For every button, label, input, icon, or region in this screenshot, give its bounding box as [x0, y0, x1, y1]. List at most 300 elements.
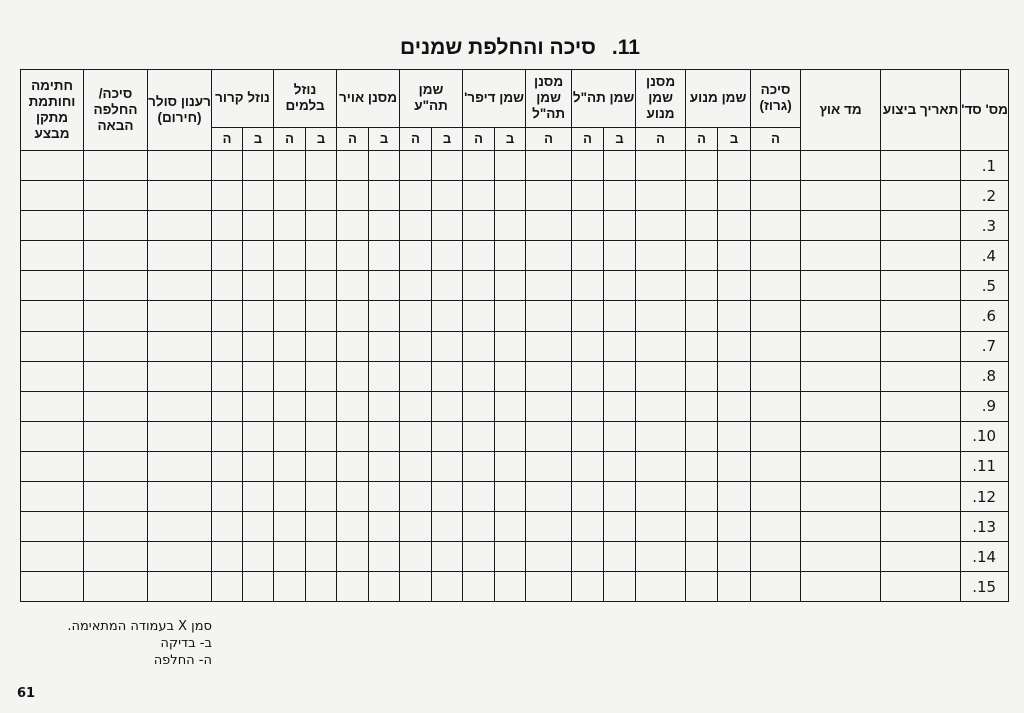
- entry-cell[interactable]: [463, 482, 495, 512]
- entry-cell[interactable]: [572, 301, 604, 331]
- entry-cell[interactable]: [718, 512, 751, 542]
- entry-cell[interactable]: [572, 421, 604, 451]
- entry-cell[interactable]: [686, 391, 718, 421]
- entry-cell[interactable]: [526, 211, 572, 241]
- entry-cell[interactable]: [337, 241, 369, 271]
- entry-cell[interactable]: [881, 451, 961, 481]
- entry-cell[interactable]: [243, 271, 274, 301]
- entry-cell[interactable]: [212, 421, 243, 451]
- entry-cell[interactable]: [526, 482, 572, 512]
- entry-cell[interactable]: [337, 421, 369, 451]
- entry-cell[interactable]: [306, 572, 337, 602]
- entry-cell[interactable]: [718, 271, 751, 301]
- entry-cell[interactable]: [432, 421, 463, 451]
- entry-cell[interactable]: [84, 331, 148, 361]
- entry-cell[interactable]: [306, 391, 337, 421]
- entry-cell[interactable]: [686, 241, 718, 271]
- entry-cell[interactable]: [274, 512, 306, 542]
- entry-cell[interactable]: [337, 391, 369, 421]
- entry-cell[interactable]: [148, 301, 212, 331]
- entry-cell[interactable]: [636, 301, 686, 331]
- entry-cell[interactable]: [604, 451, 636, 481]
- entry-cell[interactable]: [306, 181, 337, 211]
- entry-cell[interactable]: [636, 181, 686, 211]
- entry-cell[interactable]: [274, 241, 306, 271]
- entry-cell[interactable]: [148, 542, 212, 572]
- entry-cell[interactable]: [801, 482, 881, 512]
- entry-cell[interactable]: [212, 151, 243, 181]
- entry-cell[interactable]: [21, 542, 84, 572]
- entry-cell[interactable]: [636, 542, 686, 572]
- entry-cell[interactable]: [604, 331, 636, 361]
- entry-cell[interactable]: [369, 361, 400, 391]
- entry-cell[interactable]: [84, 271, 148, 301]
- entry-cell[interactable]: [306, 512, 337, 542]
- entry-cell[interactable]: [881, 391, 961, 421]
- entry-cell[interactable]: [84, 301, 148, 331]
- entry-cell[interactable]: [148, 451, 212, 481]
- entry-cell[interactable]: [686, 451, 718, 481]
- entry-cell[interactable]: [636, 421, 686, 451]
- entry-cell[interactable]: [526, 181, 572, 211]
- entry-cell[interactable]: [495, 181, 526, 211]
- entry-cell[interactable]: [718, 301, 751, 331]
- entry-cell[interactable]: [526, 542, 572, 572]
- entry-cell[interactable]: [686, 301, 718, 331]
- entry-cell[interactable]: [21, 421, 84, 451]
- entry-cell[interactable]: [84, 542, 148, 572]
- entry-cell[interactable]: [636, 391, 686, 421]
- entry-cell[interactable]: [686, 512, 718, 542]
- entry-cell[interactable]: [751, 451, 801, 481]
- entry-cell[interactable]: [274, 181, 306, 211]
- entry-cell[interactable]: [21, 361, 84, 391]
- entry-cell[interactable]: [636, 512, 686, 542]
- entry-cell[interactable]: [572, 512, 604, 542]
- entry-cell[interactable]: [432, 482, 463, 512]
- entry-cell[interactable]: [572, 241, 604, 271]
- entry-cell[interactable]: [463, 271, 495, 301]
- entry-cell[interactable]: [243, 181, 274, 211]
- entry-cell[interactable]: [21, 572, 84, 602]
- entry-cell[interactable]: [636, 241, 686, 271]
- entry-cell[interactable]: [369, 271, 400, 301]
- entry-cell[interactable]: [686, 482, 718, 512]
- entry-cell[interactable]: [243, 421, 274, 451]
- entry-cell[interactable]: [526, 151, 572, 181]
- entry-cell[interactable]: [400, 421, 432, 451]
- entry-cell[interactable]: [801, 391, 881, 421]
- entry-cell[interactable]: [801, 451, 881, 481]
- entry-cell[interactable]: [636, 271, 686, 301]
- entry-cell[interactable]: [463, 421, 495, 451]
- entry-cell[interactable]: [604, 512, 636, 542]
- entry-cell[interactable]: [881, 542, 961, 572]
- entry-cell[interactable]: [718, 391, 751, 421]
- entry-cell[interactable]: [432, 361, 463, 391]
- entry-cell[interactable]: [21, 512, 84, 542]
- entry-cell[interactable]: [604, 482, 636, 512]
- entry-cell[interactable]: [801, 421, 881, 451]
- entry-cell[interactable]: [718, 572, 751, 602]
- entry-cell[interactable]: [400, 301, 432, 331]
- entry-cell[interactable]: [881, 512, 961, 542]
- entry-cell[interactable]: [572, 181, 604, 211]
- entry-cell[interactable]: [526, 241, 572, 271]
- entry-cell[interactable]: [751, 542, 801, 572]
- entry-cell[interactable]: [881, 151, 961, 181]
- entry-cell[interactable]: [369, 391, 400, 421]
- entry-cell[interactable]: [274, 361, 306, 391]
- entry-cell[interactable]: [369, 301, 400, 331]
- entry-cell[interactable]: [718, 181, 751, 211]
- entry-cell[interactable]: [751, 151, 801, 181]
- entry-cell[interactable]: [84, 361, 148, 391]
- entry-cell[interactable]: [686, 331, 718, 361]
- entry-cell[interactable]: [212, 391, 243, 421]
- entry-cell[interactable]: [463, 181, 495, 211]
- entry-cell[interactable]: [337, 181, 369, 211]
- entry-cell[interactable]: [572, 451, 604, 481]
- entry-cell[interactable]: [801, 512, 881, 542]
- entry-cell[interactable]: [432, 211, 463, 241]
- entry-cell[interactable]: [212, 181, 243, 211]
- entry-cell[interactable]: [306, 421, 337, 451]
- entry-cell[interactable]: [148, 241, 212, 271]
- entry-cell[interactable]: [243, 241, 274, 271]
- entry-cell[interactable]: [526, 451, 572, 481]
- entry-cell[interactable]: [306, 301, 337, 331]
- entry-cell[interactable]: [751, 181, 801, 211]
- entry-cell[interactable]: [751, 512, 801, 542]
- entry-cell[interactable]: [337, 361, 369, 391]
- entry-cell[interactable]: [751, 331, 801, 361]
- entry-cell[interactable]: [718, 151, 751, 181]
- entry-cell[interactable]: [495, 451, 526, 481]
- entry-cell[interactable]: [432, 301, 463, 331]
- entry-cell[interactable]: [400, 572, 432, 602]
- entry-cell[interactable]: [400, 211, 432, 241]
- entry-cell[interactable]: [84, 181, 148, 211]
- entry-cell[interactable]: [751, 391, 801, 421]
- entry-cell[interactable]: [432, 151, 463, 181]
- entry-cell[interactable]: [274, 421, 306, 451]
- entry-cell[interactable]: [432, 271, 463, 301]
- entry-cell[interactable]: [636, 451, 686, 481]
- entry-cell[interactable]: [21, 391, 84, 421]
- entry-cell[interactable]: [369, 331, 400, 361]
- entry-cell[interactable]: [400, 331, 432, 361]
- entry-cell[interactable]: [463, 211, 495, 241]
- entry-cell[interactable]: [84, 512, 148, 542]
- entry-cell[interactable]: [604, 151, 636, 181]
- entry-cell[interactable]: [148, 391, 212, 421]
- entry-cell[interactable]: [526, 391, 572, 421]
- entry-cell[interactable]: [84, 391, 148, 421]
- entry-cell[interactable]: [495, 151, 526, 181]
- entry-cell[interactable]: [337, 451, 369, 481]
- entry-cell[interactable]: [572, 151, 604, 181]
- entry-cell[interactable]: [148, 482, 212, 512]
- entry-cell[interactable]: [337, 301, 369, 331]
- entry-cell[interactable]: [432, 181, 463, 211]
- entry-cell[interactable]: [604, 391, 636, 421]
- entry-cell[interactable]: [495, 211, 526, 241]
- entry-cell[interactable]: [686, 271, 718, 301]
- entry-cell[interactable]: [463, 331, 495, 361]
- entry-cell[interactable]: [306, 241, 337, 271]
- entry-cell[interactable]: [21, 331, 84, 361]
- entry-cell[interactable]: [881, 421, 961, 451]
- entry-cell[interactable]: [572, 361, 604, 391]
- entry-cell[interactable]: [463, 391, 495, 421]
- entry-cell[interactable]: [243, 572, 274, 602]
- entry-cell[interactable]: [686, 151, 718, 181]
- entry-cell[interactable]: [212, 241, 243, 271]
- entry-cell[interactable]: [572, 572, 604, 602]
- entry-cell[interactable]: [243, 211, 274, 241]
- entry-cell[interactable]: [243, 512, 274, 542]
- entry-cell[interactable]: [604, 542, 636, 572]
- entry-cell[interactable]: [495, 512, 526, 542]
- entry-cell[interactable]: [686, 572, 718, 602]
- entry-cell[interactable]: [751, 241, 801, 271]
- entry-cell[interactable]: [604, 301, 636, 331]
- entry-cell[interactable]: [495, 421, 526, 451]
- entry-cell[interactable]: [495, 361, 526, 391]
- entry-cell[interactable]: [306, 151, 337, 181]
- entry-cell[interactable]: [686, 542, 718, 572]
- entry-cell[interactable]: [572, 391, 604, 421]
- entry-cell[interactable]: [526, 331, 572, 361]
- entry-cell[interactable]: [212, 572, 243, 602]
- entry-cell[interactable]: [369, 512, 400, 542]
- entry-cell[interactable]: [572, 211, 604, 241]
- entry-cell[interactable]: [337, 512, 369, 542]
- entry-cell[interactable]: [495, 482, 526, 512]
- entry-cell[interactable]: [274, 451, 306, 481]
- entry-cell[interactable]: [337, 151, 369, 181]
- entry-cell[interactable]: [801, 151, 881, 181]
- entry-cell[interactable]: [337, 331, 369, 361]
- entry-cell[interactable]: [400, 361, 432, 391]
- entry-cell[interactable]: [718, 331, 751, 361]
- entry-cell[interactable]: [718, 542, 751, 572]
- entry-cell[interactable]: [718, 421, 751, 451]
- entry-cell[interactable]: [495, 391, 526, 421]
- entry-cell[interactable]: [274, 271, 306, 301]
- entry-cell[interactable]: [526, 572, 572, 602]
- entry-cell[interactable]: [243, 482, 274, 512]
- entry-cell[interactable]: [148, 151, 212, 181]
- entry-cell[interactable]: [337, 572, 369, 602]
- entry-cell[interactable]: [463, 151, 495, 181]
- entry-cell[interactable]: [751, 361, 801, 391]
- entry-cell[interactable]: [604, 211, 636, 241]
- entry-cell[interactable]: [572, 331, 604, 361]
- entry-cell[interactable]: [718, 451, 751, 481]
- entry-cell[interactable]: [718, 361, 751, 391]
- entry-cell[interactable]: [751, 482, 801, 512]
- entry-cell[interactable]: [212, 512, 243, 542]
- entry-cell[interactable]: [751, 271, 801, 301]
- entry-cell[interactable]: [84, 572, 148, 602]
- entry-cell[interactable]: [432, 331, 463, 361]
- entry-cell[interactable]: [21, 211, 84, 241]
- entry-cell[interactable]: [243, 361, 274, 391]
- entry-cell[interactable]: [463, 451, 495, 481]
- entry-cell[interactable]: [801, 211, 881, 241]
- entry-cell[interactable]: [274, 331, 306, 361]
- entry-cell[interactable]: [751, 421, 801, 451]
- entry-cell[interactable]: [801, 271, 881, 301]
- entry-cell[interactable]: [801, 542, 881, 572]
- entry-cell[interactable]: [604, 181, 636, 211]
- entry-cell[interactable]: [636, 572, 686, 602]
- entry-cell[interactable]: [369, 211, 400, 241]
- entry-cell[interactable]: [243, 301, 274, 331]
- entry-cell[interactable]: [604, 361, 636, 391]
- entry-cell[interactable]: [604, 421, 636, 451]
- entry-cell[interactable]: [84, 451, 148, 481]
- entry-cell[interactable]: [148, 331, 212, 361]
- entry-cell[interactable]: [526, 301, 572, 331]
- entry-cell[interactable]: [495, 241, 526, 271]
- entry-cell[interactable]: [337, 542, 369, 572]
- entry-cell[interactable]: [604, 271, 636, 301]
- entry-cell[interactable]: [686, 421, 718, 451]
- entry-cell[interactable]: [369, 482, 400, 512]
- entry-cell[interactable]: [686, 181, 718, 211]
- entry-cell[interactable]: [212, 211, 243, 241]
- entry-cell[interactable]: [84, 421, 148, 451]
- entry-cell[interactable]: [572, 482, 604, 512]
- entry-cell[interactable]: [463, 542, 495, 572]
- entry-cell[interactable]: [718, 482, 751, 512]
- entry-cell[interactable]: [274, 211, 306, 241]
- entry-cell[interactable]: [432, 391, 463, 421]
- entry-cell[interactable]: [751, 301, 801, 331]
- entry-cell[interactable]: [212, 361, 243, 391]
- entry-cell[interactable]: [84, 482, 148, 512]
- entry-cell[interactable]: [274, 572, 306, 602]
- entry-cell[interactable]: [212, 331, 243, 361]
- entry-cell[interactable]: [337, 271, 369, 301]
- entry-cell[interactable]: [21, 181, 84, 211]
- entry-cell[interactable]: [21, 301, 84, 331]
- entry-cell[interactable]: [306, 271, 337, 301]
- entry-cell[interactable]: [148, 271, 212, 301]
- entry-cell[interactable]: [801, 181, 881, 211]
- entry-cell[interactable]: [495, 331, 526, 361]
- entry-cell[interactable]: [751, 211, 801, 241]
- entry-cell[interactable]: [21, 241, 84, 271]
- entry-cell[interactable]: [526, 512, 572, 542]
- entry-cell[interactable]: [604, 572, 636, 602]
- entry-cell[interactable]: [84, 151, 148, 181]
- entry-cell[interactable]: [337, 211, 369, 241]
- entry-cell[interactable]: [400, 181, 432, 211]
- entry-cell[interactable]: [400, 391, 432, 421]
- entry-cell[interactable]: [306, 211, 337, 241]
- entry-cell[interactable]: [400, 512, 432, 542]
- entry-cell[interactable]: [604, 241, 636, 271]
- entry-cell[interactable]: [369, 451, 400, 481]
- entry-cell[interactable]: [400, 482, 432, 512]
- entry-cell[interactable]: [463, 512, 495, 542]
- entry-cell[interactable]: [212, 482, 243, 512]
- entry-cell[interactable]: [881, 301, 961, 331]
- entry-cell[interactable]: [274, 482, 306, 512]
- entry-cell[interactable]: [526, 271, 572, 301]
- entry-cell[interactable]: [274, 151, 306, 181]
- entry-cell[interactable]: [400, 271, 432, 301]
- entry-cell[interactable]: [432, 241, 463, 271]
- entry-cell[interactable]: [526, 421, 572, 451]
- entry-cell[interactable]: [212, 271, 243, 301]
- entry-cell[interactable]: [801, 361, 881, 391]
- entry-cell[interactable]: [881, 331, 961, 361]
- entry-cell[interactable]: [148, 572, 212, 602]
- entry-cell[interactable]: [400, 241, 432, 271]
- entry-cell[interactable]: [400, 542, 432, 572]
- entry-cell[interactable]: [881, 241, 961, 271]
- entry-cell[interactable]: [212, 301, 243, 331]
- entry-cell[interactable]: [881, 572, 961, 602]
- entry-cell[interactable]: [636, 482, 686, 512]
- entry-cell[interactable]: [495, 301, 526, 331]
- entry-cell[interactable]: [243, 151, 274, 181]
- entry-cell[interactable]: [369, 181, 400, 211]
- entry-cell[interactable]: [400, 151, 432, 181]
- entry-cell[interactable]: [432, 542, 463, 572]
- entry-cell[interactable]: [432, 451, 463, 481]
- entry-cell[interactable]: [212, 542, 243, 572]
- entry-cell[interactable]: [572, 271, 604, 301]
- entry-cell[interactable]: [636, 331, 686, 361]
- entry-cell[interactable]: [212, 451, 243, 481]
- entry-cell[interactable]: [306, 331, 337, 361]
- entry-cell[interactable]: [881, 482, 961, 512]
- entry-cell[interactable]: [148, 211, 212, 241]
- entry-cell[interactable]: [243, 451, 274, 481]
- entry-cell[interactable]: [463, 361, 495, 391]
- entry-cell[interactable]: [801, 301, 881, 331]
- entry-cell[interactable]: [801, 572, 881, 602]
- entry-cell[interactable]: [369, 151, 400, 181]
- entry-cell[interactable]: [306, 361, 337, 391]
- entry-cell[interactable]: [495, 572, 526, 602]
- entry-cell[interactable]: [432, 512, 463, 542]
- entry-cell[interactable]: [881, 211, 961, 241]
- entry-cell[interactable]: [718, 241, 751, 271]
- entry-cell[interactable]: [148, 181, 212, 211]
- entry-cell[interactable]: [369, 421, 400, 451]
- entry-cell[interactable]: [274, 391, 306, 421]
- entry-cell[interactable]: [400, 451, 432, 481]
- entry-cell[interactable]: [751, 572, 801, 602]
- entry-cell[interactable]: [495, 542, 526, 572]
- entry-cell[interactable]: [243, 331, 274, 361]
- entry-cell[interactable]: [463, 241, 495, 271]
- entry-cell[interactable]: [84, 211, 148, 241]
- entry-cell[interactable]: [881, 181, 961, 211]
- entry-cell[interactable]: [21, 271, 84, 301]
- entry-cell[interactable]: [369, 572, 400, 602]
- entry-cell[interactable]: [718, 211, 751, 241]
- entry-cell[interactable]: [274, 542, 306, 572]
- entry-cell[interactable]: [801, 331, 881, 361]
